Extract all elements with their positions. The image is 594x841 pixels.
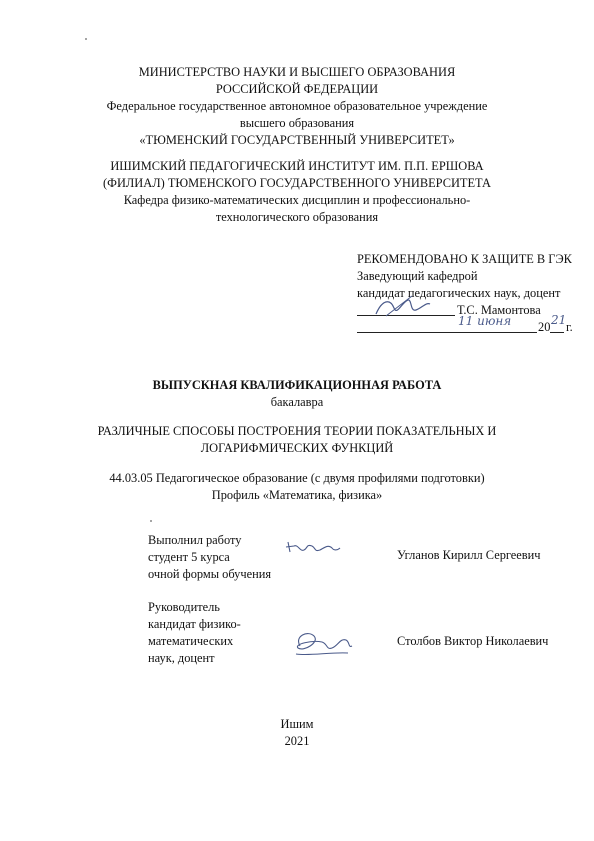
header-line-5: «ТЮМЕНСКИЙ ГОСУДАРСТВЕННЫЙ УНИВЕРСИТЕТ» xyxy=(139,133,455,147)
header-line-3: Федеральное государственное автономное образовательное учреждение xyxy=(106,99,488,113)
supervisor-line-3: математических xyxy=(148,634,234,648)
approval-year: 21 xyxy=(551,313,567,327)
work-type-block xyxy=(0,377,594,411)
specialty: 44.03.05 Педагогическое образование (с двумя профилями подготовки) xyxy=(109,471,485,485)
specialty-block xyxy=(0,470,594,504)
approval-year-suffix: г. xyxy=(566,320,573,334)
work-type: ВЫПУСКНАЯ КВАЛИФИКАЦИОННАЯ РАБОТА xyxy=(152,378,442,392)
institute-header xyxy=(0,158,594,226)
date-line xyxy=(357,332,537,333)
year: 2021 xyxy=(284,734,310,748)
institute-line-3: Кафедра физико-математических дисциплин и профессионально- xyxy=(123,193,471,207)
profile: Профиль «Математика, физика» xyxy=(211,488,383,502)
scan-speck xyxy=(85,38,87,40)
institute-line-1: ИШИМСКИЙ ПЕДАГОГИЧЕСКИЙ ИНСТИТУТ ИМ. П.П. ЕРШОВА xyxy=(110,159,484,173)
head-signature xyxy=(372,294,432,320)
work-topic-block xyxy=(0,423,594,457)
topic-line-2: ЛОГАРИФМИЧЕСКИХ ФУНКЦИЙ xyxy=(200,441,394,455)
header-line-2: РОССИЙСКОЙ ФЕДЕРАЦИИ xyxy=(215,82,379,96)
approval-year-prefix: 20 xyxy=(538,320,551,334)
approval-name: Т.С. Мамонтова xyxy=(457,303,541,317)
approval-role: Заведующий кафедрой xyxy=(357,269,478,283)
supervisor-line-2: кандидат физико- xyxy=(148,617,241,631)
ministry-header xyxy=(0,64,594,149)
institute-line-2: (ФИЛИАЛ) ТЮМЕНСКОГО ГОСУДАРСТВЕННОГО УНИВЕРСИТЕТА xyxy=(103,176,491,190)
approval-date: 11 июня xyxy=(458,314,512,328)
supervisor-signature xyxy=(290,626,356,660)
topic-line-1: РАЗЛИЧНЫЕ СПОСОБЫ ПОСТРОЕНИЯ ТЕОРИИ ПОКАЗАТЕЛЬНЫХ И xyxy=(97,424,497,438)
footer-block xyxy=(0,716,594,750)
year-line xyxy=(550,332,564,333)
student-line-2: студент 5 курса xyxy=(148,550,230,564)
approval-degree: кандидат педагогических наук, доцент xyxy=(357,286,561,300)
supervisor-line-1: Руководитель xyxy=(148,600,220,614)
header-line-4: высшего образования xyxy=(239,116,355,130)
header-line-1: МИНИСТЕРСТВО НАУКИ И ВЫСШЕГО ОБРАЗОВАНИЯ xyxy=(138,65,456,79)
student-line-1: Выполнил работу xyxy=(148,533,242,547)
institute-line-4: технологического образования xyxy=(215,210,379,224)
student-line-3: очной формы обучения xyxy=(148,567,272,581)
approval-title: РЕКОМЕНДОВАНО К ЗАЩИТЕ В ГЭК xyxy=(357,252,572,266)
supervisor-line-4: наук, доцент xyxy=(148,651,215,665)
student-name: Угланов Кирилл Сергеевич xyxy=(397,548,541,562)
scan-speck xyxy=(150,520,152,522)
city: Ишим xyxy=(280,717,314,731)
supervisor-name: Столбов Виктор Николаевич xyxy=(397,634,549,648)
work-level: бакалавра xyxy=(270,395,324,409)
student-signature xyxy=(284,538,342,558)
